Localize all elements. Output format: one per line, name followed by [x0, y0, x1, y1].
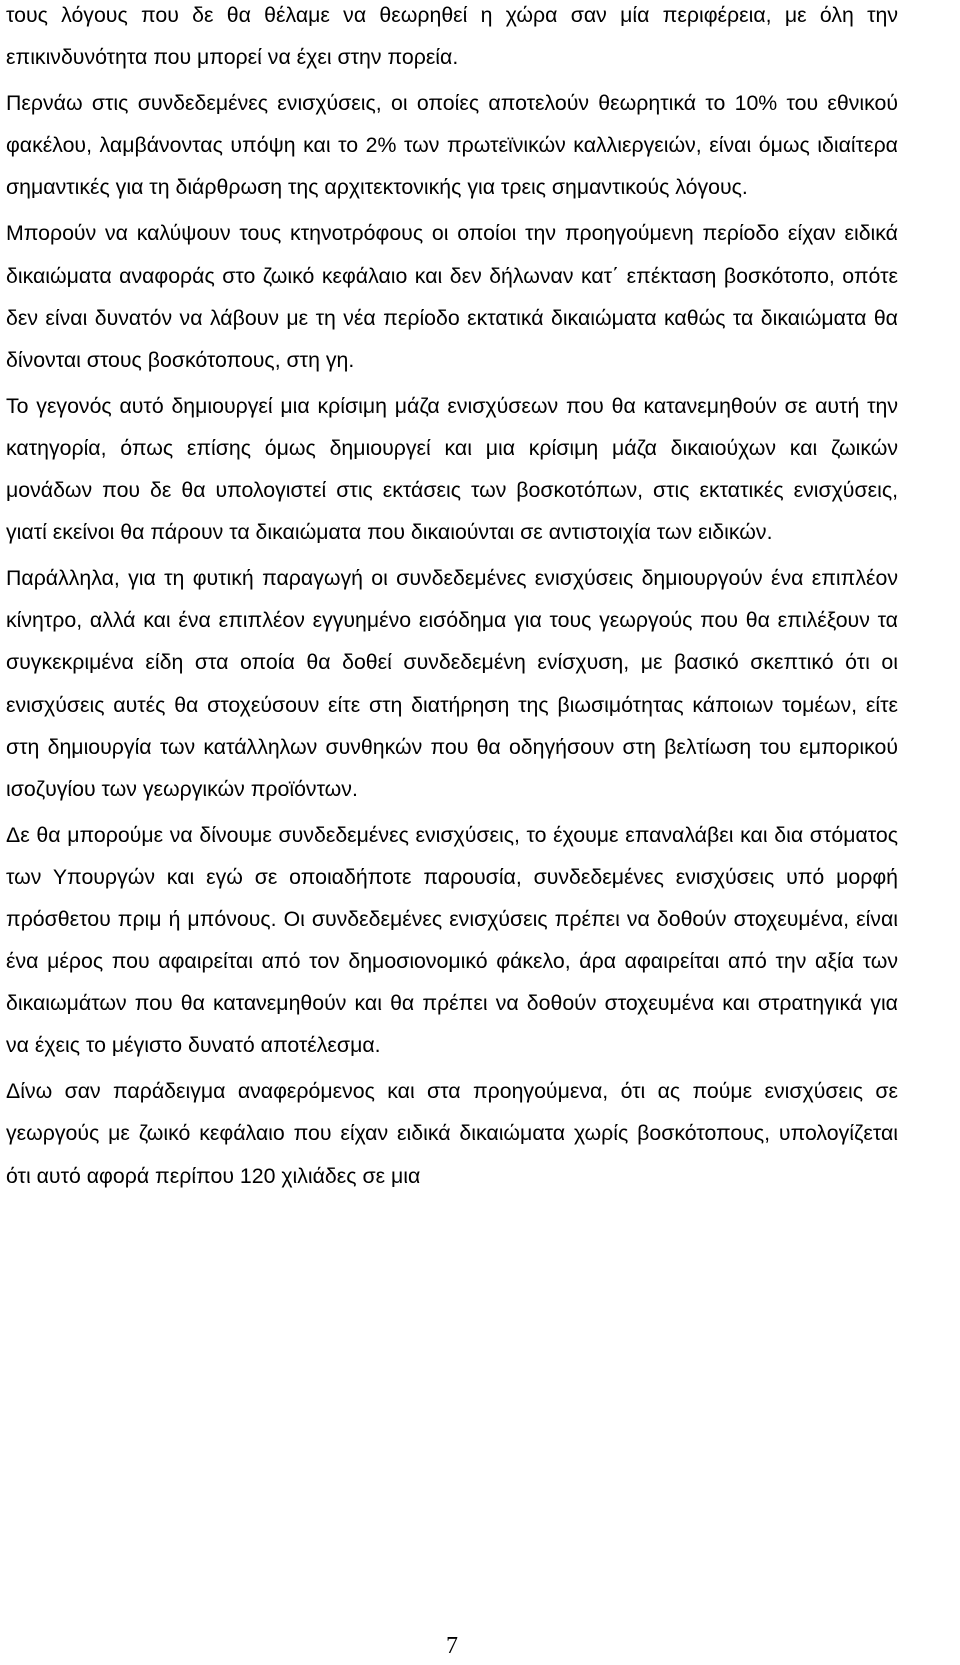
- paragraph-1: τους λόγους που δε θα θέλαμε να θεωρηθεί η χώρα σαν μία περιφέρεια, με όλη την επικινδυνότητα που μπορεί να έχει στην πορεία.: [6, 3, 898, 70]
- page-number: 7: [446, 1633, 458, 1659]
- paragraph-4: Το γεγονός αυτό δημιουργεί μια κρίσιμη μάζα ενισχύσεων που θα κατανεμηθούν σε αυτή την κατηγορία, όπως επίσης όμως δημιουργεί και μια κρίσιμη μάζα δικαιούχων και ζωικών μονάδων που δε θα υπολογιστεί στις εκτάσεις των βοσκοτόπων, στις εκτατικές ενισχύσεις, γιατί εκείνοι θα πάρουν τα δικαιώματα που δικαιούνται σε αντιστοιχία των ειδικών.: [6, 393, 898, 545]
- paragraph-2: Περνάω στις συνδεδεμένες ενισχύσεις, οι οποίες αποτελούν θεωρητικά το 10% του εθνικού φακέλου, λαμβάνοντας υπόψη και το 2% των πρωτεϊνικών καλλιεργειών, είναι όμως ιδιαίτερα σημαντικές για τη διάρθρωση της αρχιτεκτονικής για τρεις σημαντικούς λόγους.: [6, 91, 898, 200]
- paragraph-6: Δε θα μπορούμε να δίνουμε συνδεδεμένες ενισχύσεις, το έχουμε επαναλάβει και δια στόματος των Υπουργών και εγώ σε οποιαδήποτε παρουσία, συνδεδεμένες ενισχύσεις υπό μορφή πρόσθετου πριμ ή μπόνους. Οι συνδεδεμένες ενισχύσεις πρέπει να δοθούν στοχευμένα, είναι ένα μέρος που αφαιρείται από τον δημοσιονομικό φάκελο, άρα αφαιρείται από την αξία των δικαιωμάτων που θα κατανεμηθούν και θα πρέπει να δοθούν στοχευμένα και στρατηγικά για να έχεις το μέγιστο δυνατό αποτέλεσμα.: [6, 822, 898, 1058]
- document-body: [6, 0, 898, 1201]
- paragraph-7: Δίνω σαν παράδειγμα αναφερόμενος και στα προηγούμενα, ότι ας πούμε ενισχύσεις σε γεωργούς με ζωικό κεφάλαιο που είχαν ειδικά δικαιώματα χωρίς βοσκότοπους, υπολογίζεται ότι αυτό αφορά περίπου 120 χιλιάδες σε μια: [6, 1079, 898, 1188]
- paragraph-3: Μπορούν να καλύψουν τους κτηνοτρόφους οι οποίοι την προηγούμενη περίοδο είχαν ειδικά δικαιώματα αναφοράς στο ζωικό κεφάλαιο και δεν δήλωναν κατ΄ επέκταση βοσκότοπο, οπότε δεν είναι δυνατόν να λάβουν με τη νέα περίοδο εκτατικά δικαιώματα καθώς τα δικαιώματα θα δίνονται στους βοσκότοπους, στη γη.: [6, 221, 898, 372]
- paragraph-5: Παράλληλα, για τη φυτική παραγωγή οι συνδεδεμένες ενισχύσεις δημιουργούν ένα επιπλέον κίνητρο, αλλά και ένα επιπλέον εγγυημένο εισόδημα για τους γεωργούς που θα επιλέξουν τα συγκεκριμένα είδη στα οποία θα δοθεί συνδεδεμένη ενίσχυση, με βασικό σκεπτικό ότι οι ενισχύσεις αυτές θα στοχεύσουν είτε στη διατήρηση της βιωσιμότητας κάποιων τομέων, είτε στη δημιουργία των κατάλληλων συνθηκών που θα οδηγήσουν στη βελτίωση του εμπορικού ισοζυγίου των γεωργικών προϊόντων.: [6, 566, 898, 801]
